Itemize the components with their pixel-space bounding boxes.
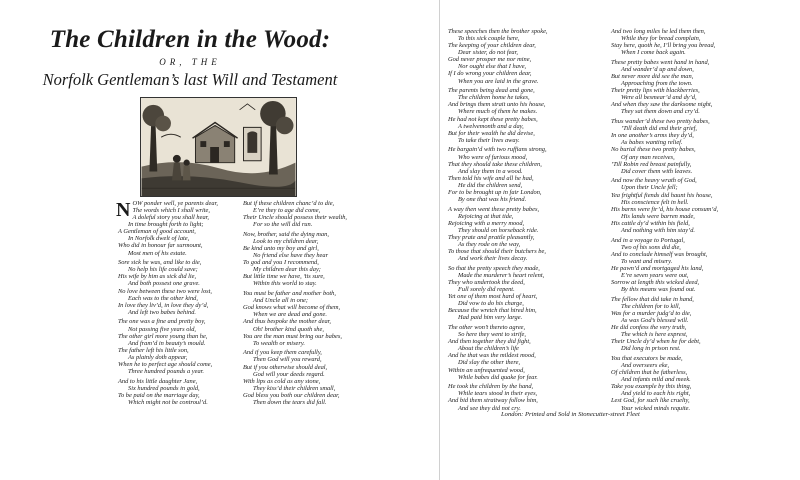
verse-line: Did long in prison rest. [621, 345, 681, 353]
verse-line: The father left his little son, [118, 346, 189, 354]
verse-line: Of any man receives, [621, 153, 675, 161]
stanza [611, 118, 791, 175]
verse-line: He took the children by the hand, [448, 383, 534, 391]
verse-line: The parents being dead and gone, [448, 87, 535, 95]
verse-line: And wander’d up and down, [621, 65, 694, 73]
verse-line: And slay them in a wood. [458, 167, 523, 175]
verse-line: The other girl more young than he, [118, 332, 208, 340]
verse-line: Now, brother, said the dying man, [243, 230, 329, 238]
subtitle-or: OR, THE [159, 57, 221, 67]
verse-line: That they should take these children, [448, 160, 542, 168]
verse-line: God will your deeds regard. [253, 370, 325, 378]
verse-line: Did cover them with leaves. [621, 167, 693, 175]
verse-line: They prate and prattle pleasantly, [448, 233, 535, 241]
verse-line: And infants mild and meek. [621, 376, 691, 384]
verse-line: God never prosper me nor mine, [448, 56, 532, 64]
stanza [448, 146, 618, 203]
verse-line: His wife by him as sick did lie, [118, 273, 197, 281]
stanza [611, 237, 791, 294]
verse-line: They kiss’d their children small, [253, 384, 336, 392]
woodcut-image [141, 98, 296, 196]
verse-line: When you are laid in the grave. [458, 77, 539, 85]
verse-line: His conscience felt in hell. [621, 198, 689, 206]
verse-line: Oh! brother kind quoth she, [253, 325, 324, 333]
verse-line: Was for a murder judg’d to die, [611, 309, 692, 317]
verse-line: Look to my children dear, [253, 237, 319, 245]
verse-line: These speeches then the brother spoke, [448, 28, 548, 35]
stanza [448, 206, 618, 263]
verse-line: When we are dead and gone. [253, 311, 327, 319]
verse-line: Sorrow at length this wicked deed, [611, 279, 700, 287]
stanza [448, 383, 618, 411]
verse-line: And he that was the mildest mood, [448, 352, 536, 360]
verse-line: Three hundred pounds a year. [128, 367, 205, 375]
verse-line: No burial these two pretty babes, [611, 146, 696, 154]
verse-line: In one another’s arms they dy’d, [611, 132, 694, 140]
verse-line: For so the will did run. [253, 221, 313, 229]
verse-line: Thus wander’d these two pretty babes, [611, 118, 710, 126]
verse-line: He did confess the very truth, [611, 324, 687, 332]
verse-line: He had not kept these pretty babes, [448, 115, 538, 123]
verse-line: When he to perfect age should come, [118, 360, 213, 368]
verse-line: Did slay the other there, [458, 359, 521, 367]
verse-line: God knows what will become of them, [243, 304, 341, 312]
verse-line: But little time we have, ’tis sure, [243, 273, 325, 281]
ballad-subtitle: Norfolk Gentleman’s last Will and Testament [42, 70, 338, 89]
stanza [448, 87, 618, 144]
verse-line: By this means was found out. [621, 286, 696, 294]
verse-line: And overseers eke, [621, 362, 670, 370]
verse-line: The fellow that did take in hand, [611, 295, 694, 303]
verse-line: His cattle dy’d within his field, [611, 219, 690, 227]
verse-line: Lest God, for such like cruelty, [611, 397, 690, 405]
verse-line: Not passing five years old, [128, 325, 196, 333]
stanza [448, 28, 618, 85]
verse-line: He bargain’d with two ruffians strong, [448, 146, 547, 154]
stanza [243, 231, 393, 288]
verse-line: And both possest one grave. [128, 280, 200, 288]
verse-line: No friend else have they hear [253, 252, 329, 260]
verse-line: To be paid on the marriage day, [118, 391, 200, 399]
verse-line: Their Uncle should possess their wealth, [243, 214, 348, 222]
stanza [448, 324, 618, 381]
verse-line: Within an unfrequented wood, [448, 366, 525, 374]
verse-line: The words which I shall write, [132, 207, 210, 215]
stanza [118, 378, 243, 406]
verse-line: His barns were fir’d, his house consum’d, [611, 205, 719, 213]
verse-line: But for their wealth he did devise, [448, 129, 535, 137]
verse-line: And bid them straitway follow him, [448, 397, 538, 405]
stanza [611, 177, 791, 234]
verse-line: He pawn’d and mortgaged his land, [611, 264, 704, 272]
verse-line: Their pretty lips with blackberries, [611, 87, 700, 95]
verse-line: Yea frightful fiends did haunt his house, [611, 191, 713, 199]
verse-line: Rejoicing at that tide, [458, 212, 514, 220]
stanza [448, 265, 618, 322]
imprint-colophon: London: Printed and Sold in Stonecutter-street Fleet [501, 411, 640, 418]
verse-line: About the children’s life [458, 345, 519, 353]
verse-line: If I do wrong your children dear, [448, 70, 532, 78]
verse-line: And left two babes behind. [128, 308, 196, 316]
verse-line: So here they went to strife, [458, 331, 526, 339]
text-column-2 [243, 200, 393, 409]
verse-line: Where much of them he makes. [458, 108, 538, 116]
verse-line: The other won’t thereto agree, [448, 324, 526, 332]
stanza [611, 28, 791, 56]
verse-line: Approaching from the town. [621, 80, 693, 88]
verse-line: No help his life could save; [128, 266, 198, 274]
verse-line: A Gentleman of good account, [118, 228, 196, 236]
stanza [243, 200, 393, 228]
verse-line: Upon their Uncle fell; [621, 184, 678, 192]
stanza [243, 349, 393, 406]
verse-line: The children for to kill, [621, 302, 681, 310]
verse-line: So that the pretty speech they made, [448, 264, 540, 272]
verse-line: Then God will you reward, [253, 356, 322, 364]
verse-line: Full sorely did repent. [458, 286, 515, 294]
verse-line: Of children that be fatherless, [611, 369, 688, 377]
verse-line: As babes wanting relief. [621, 139, 683, 147]
verse-line: Who were of furious mood, [458, 153, 528, 161]
verse-line: Most men of his estate. [128, 249, 187, 257]
text-column-3 [448, 28, 618, 414]
verse-line: But never more did see the man, [611, 73, 694, 81]
verse-line [118, 200, 243, 207]
verse-line: But if these children chanc’d to die, [243, 200, 335, 207]
verse-line: Your wicked minds requite. [621, 404, 691, 412]
ballad-title: The Children in the Wood: [49, 26, 331, 53]
verse-line: To take their lives away. [458, 136, 520, 144]
verse-line: As they rode on the way, [458, 241, 521, 249]
verse-line: These pretty babes went hand in hand, [611, 58, 710, 66]
verse-line: You that executors be made, [611, 355, 683, 362]
text-column-1 [118, 200, 243, 409]
verse-line: Two of his sons did die, [621, 243, 681, 251]
stanza [118, 200, 243, 257]
verse-line: Take you example by this thing, [611, 383, 692, 391]
verse-line: To god and you I recommend, [243, 259, 319, 267]
stanza [611, 59, 791, 116]
verse-line: For to be brought up in fair London, [448, 188, 542, 196]
stanza [118, 259, 243, 316]
verse-line: As plainly doth appear, [128, 353, 188, 361]
verse-line: And to his little daughter Jane, [118, 377, 198, 385]
verse-line: And when they saw the darksome night, [611, 101, 713, 109]
verse-line: In time brought forth to light; [128, 221, 204, 229]
verse-line: E’re seven years were out, [621, 271, 689, 279]
verse-line: And then together they did fight, [448, 338, 531, 346]
verse-line: ’Till Robin red breast painfully, [611, 160, 692, 168]
verse-line: You are the man must bring our babes, [243, 332, 342, 340]
verse-line: They who undertook the deed, [448, 279, 525, 287]
verse-line: While tears stood in their eyes, [458, 390, 538, 398]
verse-line: Who did in honour far surmount, [118, 242, 203, 250]
verse-line: The one was a fine and pretty boy, [118, 318, 206, 326]
verse-line: When I come back again. [621, 49, 686, 57]
stanza [243, 290, 393, 347]
verse-line: They should on horseback ride. [458, 226, 539, 234]
verse-line: As was God’s blessed will. [621, 317, 689, 325]
verse-line: Then told his wife and all he had, [448, 174, 534, 182]
verse-line: Which might not be controul’d. [128, 398, 208, 406]
verse-line: By one that was his friend. [458, 195, 527, 203]
verse-line: No love between these two were lost, [118, 287, 213, 295]
verse-line: You must be father and mother both, [243, 290, 336, 298]
text-column-4 [611, 28, 791, 414]
verse-line: A twelvemonth and a day, [458, 122, 524, 130]
verse-line: To wealth or misery. [253, 339, 305, 347]
verse-line: A way then went these pretty babes, [448, 205, 540, 213]
woodcut-illustration [140, 97, 297, 197]
verse-line: With lips as cold as any stone, [243, 377, 321, 385]
verse-line: And work their lives decay. [458, 255, 528, 263]
verse-line: To those that should their butchers be, [448, 248, 546, 256]
verse-line: God bless you both our children dear, [243, 391, 340, 399]
verse-line: E’re they to age did come, [253, 207, 321, 215]
verse-line: Dear sister, do not fear, [458, 49, 519, 57]
verse-line: Were all besmear’d and dy’d, [621, 94, 697, 102]
verse-line: Did vow to do his charge, [458, 300, 524, 308]
verse-line: And thus bespoke the mother dear, [243, 318, 332, 326]
verse-line: While they for bread complain, [621, 35, 701, 43]
verse-line: To this sick couple here, [458, 35, 520, 43]
verse-line: His lands were barren made, [621, 212, 695, 220]
verse-line: And see they did not cry. [458, 404, 521, 412]
verse-line-text: OW ponder well, ye parents dear, [132, 200, 218, 207]
verse-line: And to conclude himself was brought, [611, 250, 708, 258]
stanza [118, 318, 243, 375]
verse-line: Stay here, quoth he, I’ll bring you bread, [611, 42, 716, 50]
verse-line: Had paid him very large. [458, 314, 523, 322]
verse-line: Sore sick he was, and like to die, [118, 259, 202, 267]
verse-line: Six hundred pounds in gold, [128, 384, 200, 392]
verse-line: In Norfolk dwelt of late, [128, 235, 190, 243]
verse-line: ’Till death did end their grief, [621, 125, 697, 133]
verse-line: He did the children send, [458, 181, 523, 189]
verse-line: Their Uncle dy’d when he for debt, [611, 338, 701, 346]
verse-line: Then down the tears did fall. [253, 398, 327, 406]
verse-line: And if you keep them carefully, [243, 349, 322, 357]
verse-line: Each was to the other kind, [128, 294, 198, 302]
verse-line: And now the heavy wrath of God, [611, 177, 697, 185]
verse-line: Because the wretch that hired him, [448, 307, 537, 315]
verse-line: Made the murderer’s heart relent, [458, 271, 545, 279]
verse-line: The children home he takes, [458, 94, 530, 102]
verse-line: And two long miles he led them then, [611, 28, 706, 35]
verse-line: The keeping of your children dear, [448, 42, 536, 50]
verse-line: And nothing with him stay’d. [621, 226, 696, 234]
verse-line: And fram’d in beauty’s mould. [128, 339, 206, 347]
verse-line: And Uncle all in one; [253, 297, 309, 305]
verse-line: The which is here exprest, [621, 331, 688, 339]
stanza [611, 355, 791, 412]
right-page [441, 0, 800, 480]
verse-line: They sat them down and cry’d. [621, 108, 700, 116]
verse-line: Within this world to stay. [253, 280, 317, 288]
verse-line: My children dear this day; [253, 266, 321, 274]
verse-line: Rejoicing with a merry mood, [448, 219, 525, 227]
verse-line: But if you otherwise should deal, [243, 363, 328, 371]
verse-line: In love they liv’d, in love they dy’d, [118, 301, 209, 309]
verse-line: A doleful story you shall hear, [132, 214, 210, 222]
drop-cap-letter: N [116, 199, 131, 221]
verse-line: And in a voyage to Portugal, [611, 236, 685, 244]
stanza [611, 296, 791, 353]
verse-line: While babes did quake for fear. [458, 373, 538, 381]
verse-line: Nor ought else that I have, [458, 63, 527, 71]
verse-line: And yield to each his right, [621, 390, 691, 398]
verse-line: To want and misery. [621, 257, 673, 265]
verse-line: And brings them strait unto his house, [448, 101, 546, 109]
verse-line: Be kind unto my boy and girl, [243, 245, 319, 253]
verse-line: Yet one of them most hard of heart, [448, 293, 538, 301]
